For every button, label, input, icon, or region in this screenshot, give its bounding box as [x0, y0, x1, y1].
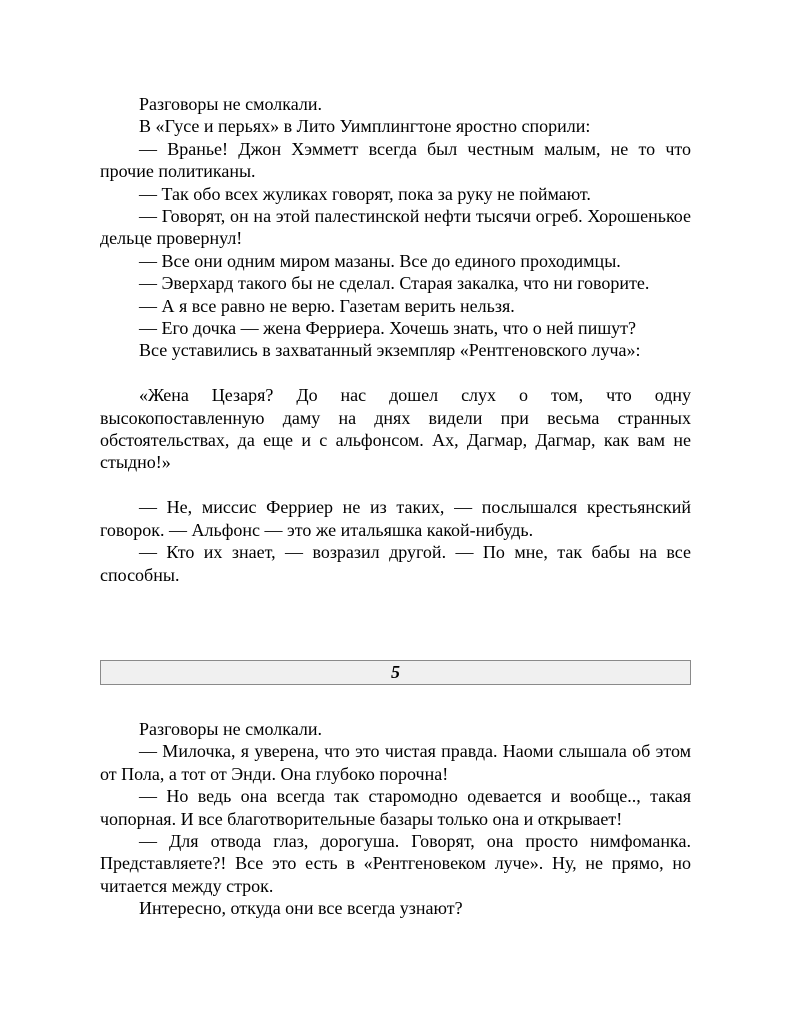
paragraph: Разговоры не смолкали. — [139, 719, 322, 739]
spacer — [100, 474, 691, 496]
paragraph: Разговоры не смолкали. — [139, 94, 322, 114]
paragraph: — Кто их знает, — возразил другой. — По мне, так бабы на все способны. — [100, 542, 691, 585]
newspaper-quote: «Жена Цезаря? До нас дошел слух о том, что одну высокопоставленную даму на днях видели при весьма странных обстоятельствах, да еще и с альфонсом. Ах, Дагмар, Дагмар, как вам не стыдно!» — [100, 385, 691, 473]
spacer — [100, 362, 691, 384]
paragraph: — Милочка, я уверена, что это чистая правда. Наоми слышала об этом от Пола, а тот от Энди. Она глубоко порочна! — [100, 741, 691, 784]
paragraph: — Так обо всех жуликах говорят, пока за руку не поймают. — [139, 183, 591, 204]
chapter-heading — [100, 660, 691, 685]
paragraph: — Его дочка — жена Ферриера. Хочешь знать, что о ней пишут? — [139, 318, 637, 339]
paragraph: Все уставились в захватанный экземпляр «Рентгеновского луча»: — [139, 340, 641, 361]
paragraph: — Эверхард такого бы не сделал. Старая закалка, что ни говорите. — [139, 273, 650, 294]
section-1-text — [100, 93, 691, 586]
paragraph: — Но ведь она всегда так старомодно одевается и вообще.., такая чопорная. И все благотворительные базары только она и открывает! — [100, 786, 691, 829]
paragraph: — Для отвода глаз, дорогуша. Говорят, она просто нимфоманка. Представляете?! Все это есть в «Рентгеновеком луче». Ну, не прямо, но читается между строк. — [100, 831, 691, 896]
paragraph: — Вранье! Джон Хэмметт всегда был честным малым, не то что прочие политиканы. — [100, 138, 691, 182]
paragraph: Интересно, откуда они все всегда узнают? — [139, 898, 463, 919]
chapter-number: 5 — [391, 662, 400, 682]
section-2-text — [100, 718, 691, 920]
paragraph: — Не, миссис Ферриер не из таких, — послышался крестьянский говорок. — Альфонс — это же итальяшка какой-нибудь. — [100, 497, 691, 540]
paragraph: В «Гусе и перьях» в Лито Уимплингтоне яростно спорили: — [139, 116, 591, 137]
paragraph: — Все они одним миром мазаны. Все до единого проходимцы. — [139, 250, 621, 271]
paragraph: — А я все равно не верю. Газетам верить нельзя. — [139, 295, 515, 316]
paragraph: — Говорят, он на этой палестинской нефти тысячи огреб. Хорошенькое дельце провернул! — [100, 206, 691, 249]
